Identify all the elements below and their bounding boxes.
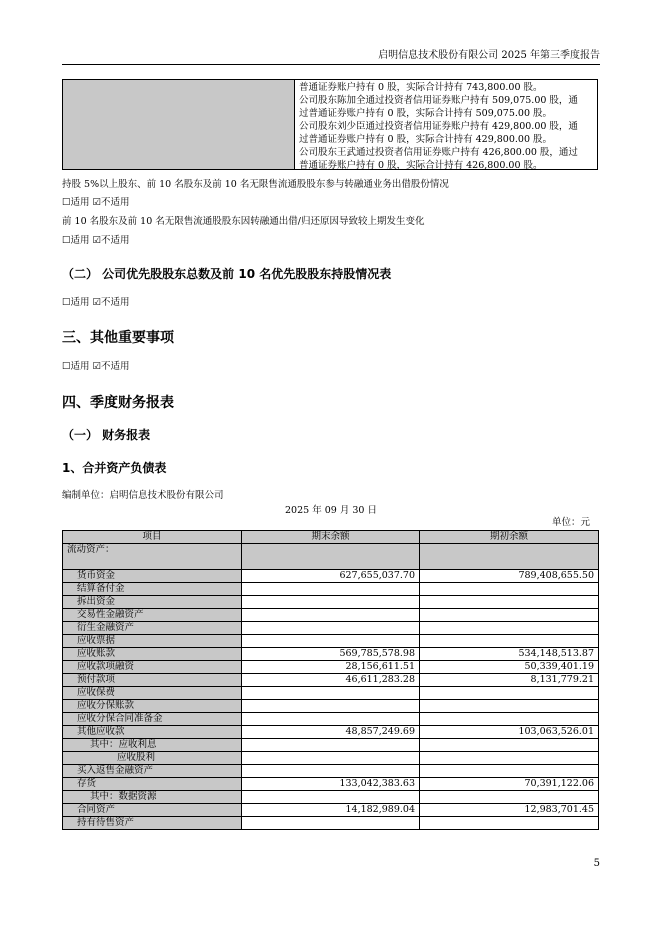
row-end-value: 48,857,249.69 (242, 726, 420, 739)
row-end-value (242, 817, 420, 830)
row-end-value: 569,785,578.98 (242, 648, 420, 661)
unit-label: 单位：元 (551, 517, 590, 528)
row-begin-value (420, 817, 599, 830)
row-end-value: 28,156,611.51 (242, 661, 420, 674)
table-row (63, 804, 599, 817)
subsection-statements: （一） 财务报表 (62, 428, 151, 442)
row-begin-value: 103,063,526.01 (420, 726, 599, 739)
table-row (63, 765, 599, 778)
row-label: 应收款项融资 (63, 661, 242, 674)
row-label: 应收账款 (63, 648, 242, 661)
row-label: 其中：应收利息 (63, 739, 242, 752)
row-begin-value (420, 596, 599, 609)
row-begin-value: 50,339,401.19 (420, 661, 599, 674)
row-end-value (242, 791, 420, 804)
table-row (63, 544, 599, 570)
shareholder-notes-text (299, 81, 593, 172)
notes-line: 普通证券账户持有 0 股，实际合计持有 426,800.00 股。 (299, 160, 543, 171)
table-row (63, 596, 599, 609)
row-end-value (242, 622, 420, 635)
notes-line: 公司股东陈加全通过投资者信用证券账户持有 509,075.00 股，通 (299, 95, 578, 106)
page-header: 启明信息技术股份有限公司 2025 年第三季度报告 (378, 50, 600, 61)
table-header-row (63, 531, 599, 544)
row-label: 合同资产 (63, 804, 242, 817)
shareholder-notes-table (62, 79, 598, 170)
row-label: 预付款项 (63, 674, 242, 687)
section-other-matters: 三、其他重要事项 (62, 330, 174, 346)
row-begin-value (420, 765, 599, 778)
notes-line: 公司股东刘少臣通过投资者信用证券账户持有 429,800.00 股，通 (299, 121, 578, 132)
row-begin-value (420, 583, 599, 596)
section-financial-statements: 四、季度财务报表 (62, 395, 174, 411)
row-begin-value (420, 687, 599, 700)
row-begin-value (420, 635, 599, 648)
notes-line: 过普通证券账户持有 0 股，实际合计持有 429,800.00 股。 (299, 134, 553, 145)
row-end-value (242, 635, 420, 648)
table-row (63, 817, 599, 830)
paragraph-change: 前 10 名股东及前 10 名无限售流通股股东因转融通出借/归还原因导致较上期发生变化 (62, 216, 425, 227)
row-begin-value (420, 700, 599, 713)
row-end-value (242, 765, 420, 778)
row-end-value (242, 752, 420, 765)
report-date: 2025 年 09 月 30 日 (285, 505, 377, 516)
row-label: 应收票据 (63, 635, 242, 648)
table-row (63, 570, 599, 583)
row-label: 应收分保合同准备金 (63, 713, 242, 726)
row-label: 其他应收款 (63, 726, 242, 739)
row-end-value: 627,655,037.70 (242, 570, 420, 583)
row-label: 持有待售资产 (63, 817, 242, 830)
table-row (63, 739, 599, 752)
prepared-by: 编制单位：启明信息技术股份有限公司 (62, 490, 224, 501)
table-row (63, 583, 599, 596)
row-label: 其中：数据资源 (63, 791, 242, 804)
row-label: 交易性金融资产 (63, 609, 242, 622)
notes-line: 普通证券账户持有 0 股，实际合计持有 743,800.00 股。 (299, 82, 543, 93)
table-row (63, 778, 599, 791)
header-rule (62, 64, 600, 65)
row-label: 结算备付金 (63, 583, 242, 596)
notes-line: 过普通证券账户持有 0 股，实际合计持有 509,075.00 股。 (299, 108, 553, 119)
row-end-value (242, 544, 420, 570)
table-row (63, 661, 599, 674)
row-end-value (242, 739, 420, 752)
applicability-check: ☐适用 ☑不适用 (62, 235, 130, 246)
row-label: 应收分保账款 (63, 700, 242, 713)
column-header-begin: 期初余额 (420, 531, 599, 544)
row-label: 拆出资金 (63, 596, 242, 609)
balance-sheet-table (62, 530, 599, 830)
row-label: 货币资金 (63, 570, 242, 583)
table-row (63, 726, 599, 739)
column-header-end: 期末余额 (242, 531, 420, 544)
row-begin-value: 70,391,122.06 (420, 778, 599, 791)
row-end-value (242, 596, 420, 609)
page-number: 5 (593, 858, 600, 869)
row-end-value (242, 609, 420, 622)
row-end-value: 133,042,383.63 (242, 778, 420, 791)
applicability-check: ☐适用 ☑不适用 (62, 361, 130, 372)
notes-line: 公司股东王武通过投资者信用证券账户持有 426,800.00 股，通过 (299, 147, 578, 158)
row-begin-value: 8,131,779.21 (420, 674, 599, 687)
row-begin-value (420, 544, 599, 570)
row-label: 存货 (63, 778, 242, 791)
row-end-value: 46,611,283.28 (242, 674, 420, 687)
table-row (63, 674, 599, 687)
row-begin-value (420, 791, 599, 804)
row-begin-value: 534,148,513.87 (420, 648, 599, 661)
row-label: 衍生金融资产 (63, 622, 242, 635)
row-label: 买入返售金融资产 (63, 765, 242, 778)
table-row (63, 687, 599, 700)
row-end-value (242, 700, 420, 713)
subsection-balance-sheet: 1、合并资产负债表 (62, 461, 167, 475)
row-begin-value: 789,408,655.50 (420, 570, 599, 583)
applicability-check: ☐适用 ☑不适用 (62, 297, 130, 308)
row-label: 应收保费 (63, 687, 242, 700)
table-row (63, 791, 599, 804)
row-begin-value (420, 752, 599, 765)
table-row (63, 752, 599, 765)
table-row (63, 622, 599, 635)
row-label: 流动资产： (63, 544, 242, 570)
table-row (63, 609, 599, 622)
applicability-check: ☐适用 ☑不适用 (62, 197, 130, 208)
row-end-value: 14,182,989.04 (242, 804, 420, 817)
table-row (63, 635, 599, 648)
row-begin-value (420, 713, 599, 726)
row-begin-value (420, 609, 599, 622)
row-end-value (242, 713, 420, 726)
section-preferred-shares: （二） 公司优先股股东总数及前 10 名优先股股东持股情况表 (62, 267, 392, 281)
paragraph-lending: 持股 5%以上股东、前 10 名股东及前 10 名无限售流通股股东参与转融通业务出借股份情况 (62, 179, 449, 190)
row-label: 应收股利 (63, 752, 242, 765)
row-begin-value: 12,983,701.45 (420, 804, 599, 817)
row-begin-value (420, 622, 599, 635)
row-begin-value (420, 739, 599, 752)
row-end-value (242, 687, 420, 700)
shareholder-notes-label-cell (63, 80, 295, 169)
column-header-item: 项目 (63, 531, 242, 544)
table-row (63, 700, 599, 713)
table-row (63, 648, 599, 661)
table-row (63, 713, 599, 726)
row-end-value (242, 583, 420, 596)
